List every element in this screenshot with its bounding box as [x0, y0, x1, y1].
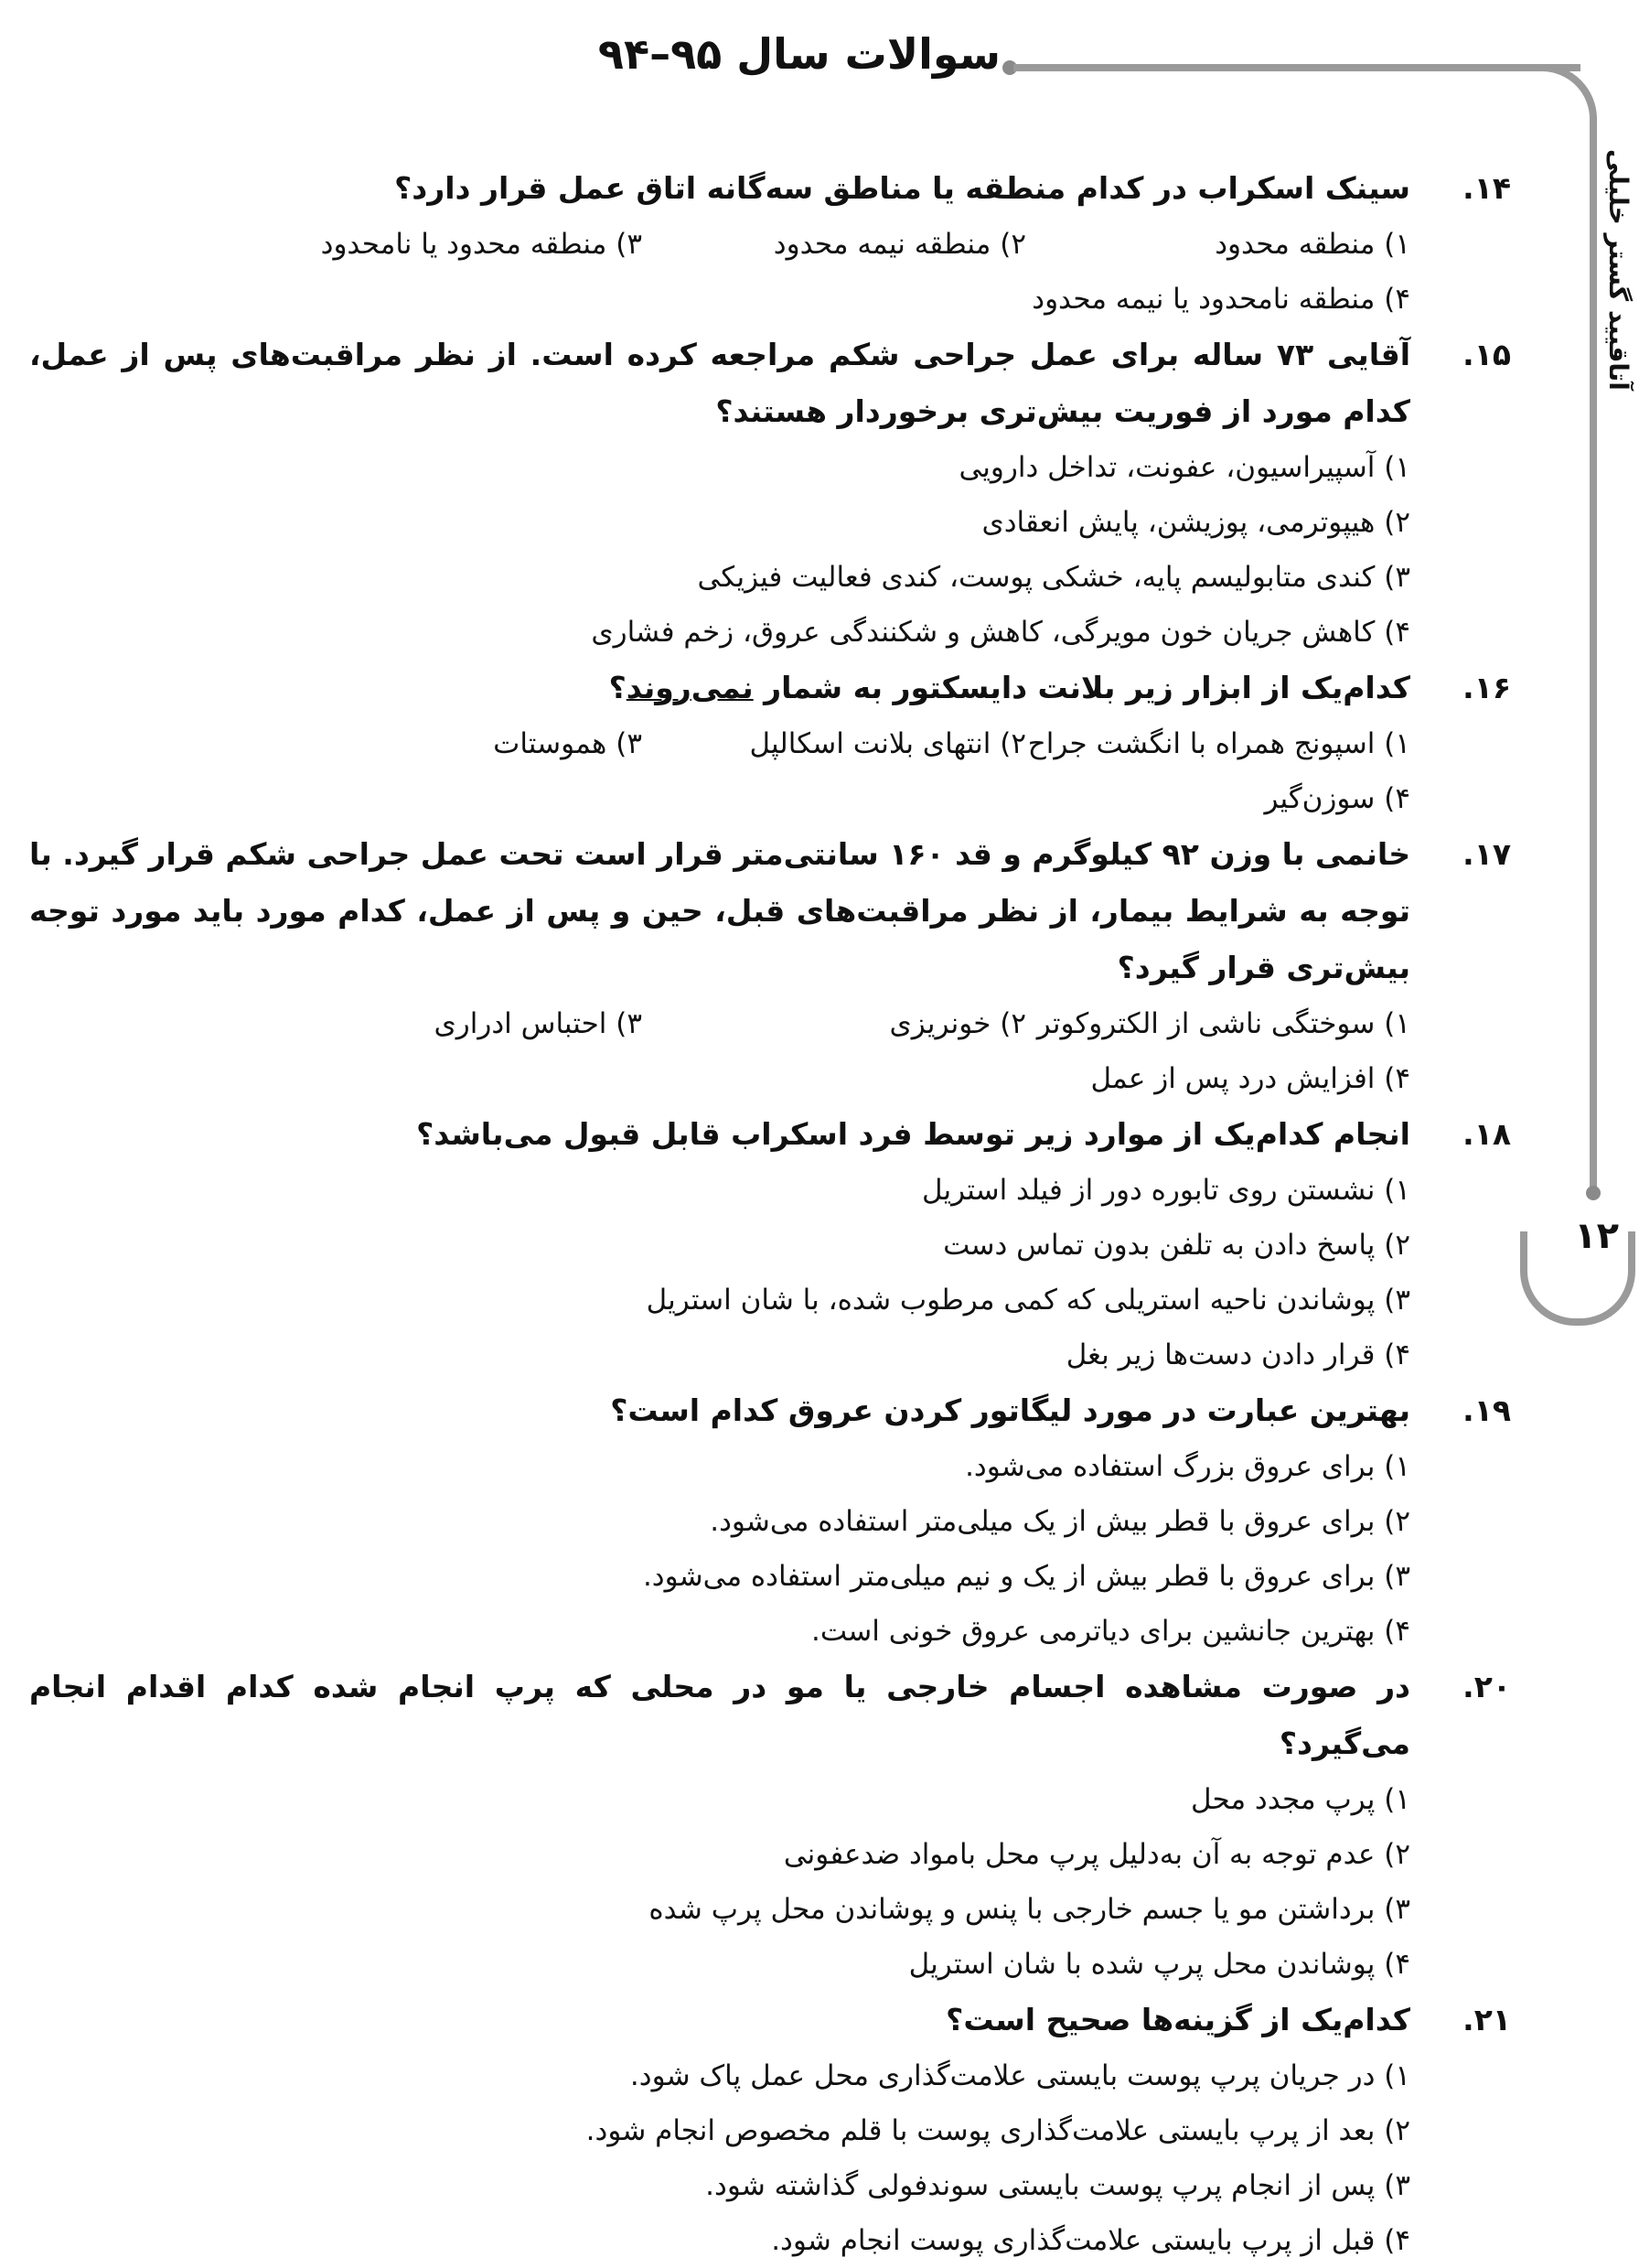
page-number: ۱۲	[1574, 1215, 1619, 1257]
question-list	[29, 160, 1511, 2268]
question-19	[29, 1382, 1511, 1659]
question-text: انجام کدام‌یک از موارد زیر توسط فرد اسکراب قابل قبول می‌باشد؟	[416, 1116, 1410, 1152]
question-number: ۲۱.	[1462, 2002, 1511, 2037]
question-number: ۱۶.	[1462, 670, 1511, 705]
option-3: ۳) احتباس ادراری	[434, 1007, 642, 1040]
option-2: ۲) منطقه نیمه محدود	[773, 228, 1026, 261]
option-4: ۴) بهترین جانشین برای دیاترمی عروق خونی است.	[811, 1615, 1410, 1648]
option-4: ۴) افزایش درد پس از عمل	[1090, 1062, 1410, 1095]
question-number: ۲۰.	[1462, 1669, 1511, 1704]
option-1: ۱) در جریان پرپ پوست بایستی علامت‌گذاری محل عمل پاک شود.	[629, 2059, 1410, 2092]
option-4: ۴) سوزن‌گیر	[1264, 782, 1410, 815]
question-14	[29, 160, 1511, 327]
question-17	[29, 826, 1511, 1106]
option-2: ۲) برای عروق با قطر بیش از یک میلی‌متر استفاده می‌شود.	[710, 1505, 1410, 1538]
option-2: ۲) عدم توجه به آن به‌دلیل پرپ محل بامواد ضدعفونی	[783, 1838, 1410, 1871]
question-text: بهترین عبارت در مورد لیگاتور کردن عروق کدام است؟	[610, 1392, 1410, 1428]
question-number: ۱۸.	[1462, 1116, 1511, 1152]
option-3: ۳) برداشتن مو یا جسم خارجی با پنس و پوشاندن محل پرپ شده	[648, 1893, 1410, 1926]
corner-curve	[1524, 64, 1597, 145]
option-3: ۳) برای عروق با قطر بیش از یک و نیم میلی‌متر استفاده می‌شود.	[642, 1560, 1410, 1593]
option-3: ۳) پوشاندن ناحیه استریلی که کمی مرطوب شده، با شان استریل	[646, 1284, 1410, 1317]
question-text: کدام‌یک از گزینه‌ها صحیح است؟	[946, 2002, 1410, 2037]
side-label: آتاقیید گستر خلیلی	[1603, 149, 1634, 391]
option-2: ۲) پاسخ دادن به تلفن بدون تماس دست	[943, 1229, 1410, 1262]
option-2: ۲) بعد از پرپ بایستی علامت‌گذاری پوست با قلم مخصوص انجام شود.	[585, 2114, 1410, 2147]
question-text: خانمی با وزن ۹۲ کیلوگرم و قد ۱۶۰ سانتی‌متر قرار است تحت عمل جراحی شکم قرار گیرد. با توجه به شرایط بیمار، از نظر مراقبت‌های قبل، حین و پس از عمل، کدام مورد باید مورد توجه بیش‌تری قرار گیرد؟	[29, 836, 1411, 985]
option-1: ۱) سوختگی ناشی از الکتروکوتر	[1036, 1007, 1410, 1040]
question-15	[29, 327, 1511, 660]
question-21	[29, 1992, 1511, 2268]
option-4: ۴) پوشاندن محل پرپ شده با شان استریل	[908, 1948, 1410, 1981]
question-number: ۱۵.	[1462, 337, 1511, 372]
option-4: ۴) قبل از پرپ بایستی علامت‌گذاری پوست انجام شود.	[771, 2224, 1410, 2257]
question-20	[29, 1659, 1511, 1992]
question-text-part: ؟	[608, 670, 627, 705]
question-number: ۱۴.	[1462, 170, 1511, 206]
option-3: ۳) پس از انجام پرپ پوست بایستی سوندفولی گذاشته شود.	[705, 2169, 1410, 2202]
question-number: ۱۹.	[1462, 1392, 1511, 1428]
question-text: در صورت مشاهده اجسام خارجی یا مو در محلی که پرپ انجام شده کدام اقدام انجام می‌گیرد؟	[29, 1669, 1410, 1761]
option-3: ۳) کندی متابولیسم پایه، خشکی پوست، کندی فعالیت فیزیکی	[697, 561, 1410, 594]
option-1: ۱) نشستن روی تابوره دور از فیلد استریل	[922, 1174, 1410, 1207]
page-title: سوالات سال ۹۵–۹۴	[597, 29, 1001, 79]
question-number: ۱۷.	[1462, 836, 1511, 872]
option-2: ۲) هیپوترمی، پوزیشن، پایش انعقادی	[981, 506, 1410, 539]
option-4: ۴) منطقه نامحدود یا نیمه محدود	[1032, 283, 1410, 316]
option-3: ۳) هموستات	[493, 727, 642, 760]
option-1: ۱) منطقه محدود	[1215, 228, 1410, 261]
question-18	[29, 1106, 1511, 1382]
option-2: ۲) خونریزی	[889, 1007, 1026, 1040]
option-1: ۱) اسپونج همراه با انگشت جراح	[1027, 727, 1410, 760]
option-1: ۱) برای عروق بزرگ استفاده می‌شود.	[965, 1450, 1410, 1483]
question-text: سینک اسکراب در کدام منطقه یا مناطق سه‌گانه اتاق عمل قرار دارد؟	[394, 170, 1410, 206]
side-dot	[1586, 1186, 1601, 1200]
option-1: ۱) آسپیراسیون، عفونت، تداخل دارویی	[959, 451, 1410, 484]
header-rule	[1013, 64, 1580, 71]
option-4: ۴) قرار دادن دست‌ها زیر بغل	[1066, 1338, 1410, 1371]
question-text	[29, 660, 1410, 716]
option-2: ۲) انتهای بلانت اسکالپل	[749, 727, 1026, 760]
question-text-part: کدام‌یک از ابزار زیر بلانت دایسکتور به شمار	[753, 670, 1410, 705]
option-3: ۳) منطقه محدود یا نامحدود	[320, 228, 642, 261]
option-4: ۴) کاهش جریان خون مویرگی، کاهش و شکنندگی عروق، زخم فشاری	[591, 616, 1410, 649]
underlined-word: نمی‌روند	[626, 670, 754, 705]
question-16	[29, 660, 1511, 826]
question-text: آقایی ۷۳ ساله برای عمل جراحی شکم مراجعه کرده است. از نظر مراقبت‌های پس از عمل، کدام مورد از فوریت بیش‌تری برخوردار هستند؟	[29, 337, 1411, 429]
option-1: ۱) پرپ مجدد محل	[1190, 1783, 1410, 1816]
